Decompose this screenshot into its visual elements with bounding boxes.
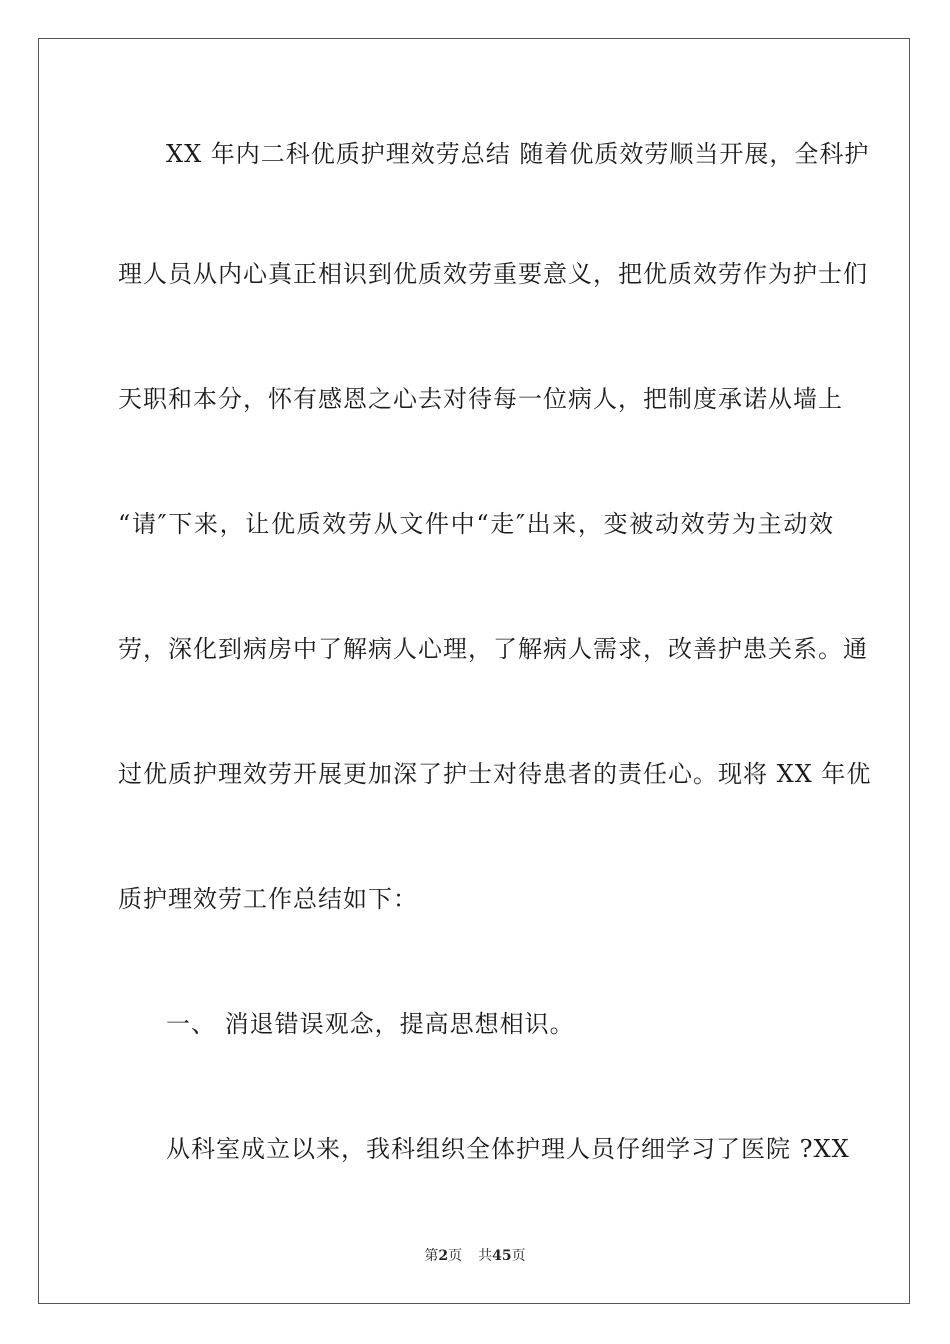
paragraph-line-7: 质护理效劳工作总结如下： <box>118 885 418 913</box>
paragraph-line-5: 劳，深化到病房中了解病人心理，了解病人需求，改善护患关系。通 <box>118 635 868 663</box>
paragraph-line-3: 天职和本分，怀有感恩之心去对待每一位病人，把制度承诺从墙上 <box>118 385 843 413</box>
paragraph-line-6: 过优质护理效劳开展更加深了护士对待患者的责任心。现将 XX 年优 <box>118 760 872 788</box>
paragraph-line-8: 从科室成立以来，我科组织全体护理人员仔细学习了医院 ?XX <box>166 1135 850 1163</box>
paragraph-line-4: “请″下来，让优质效劳从文件中“走″出来，变被动效劳为主动效 <box>118 510 834 538</box>
footer-total-suffix: 页 <box>511 1248 526 1264</box>
page-footer <box>0 1247 950 1265</box>
footer-page-prefix: 第 <box>424 1248 439 1264</box>
section-heading: 一、 消退错误观念，提高思想相识。 <box>166 1010 575 1038</box>
footer-page-number: 2 <box>438 1248 449 1264</box>
footer-page-suffix: 页 <box>448 1248 463 1264</box>
footer-total-prefix: 共 <box>478 1248 493 1264</box>
paragraph-line-1: XX 年内二科优质护理效劳总结 随着优质效劳顺当开展，全科护 <box>166 140 870 168</box>
paragraph-line-2: 理人员从内心真正相识到优质效劳重要意义，把优质效劳作为护士们 <box>118 260 868 288</box>
footer-total-pages: 45 <box>492 1248 512 1264</box>
page-border <box>38 38 910 1304</box>
